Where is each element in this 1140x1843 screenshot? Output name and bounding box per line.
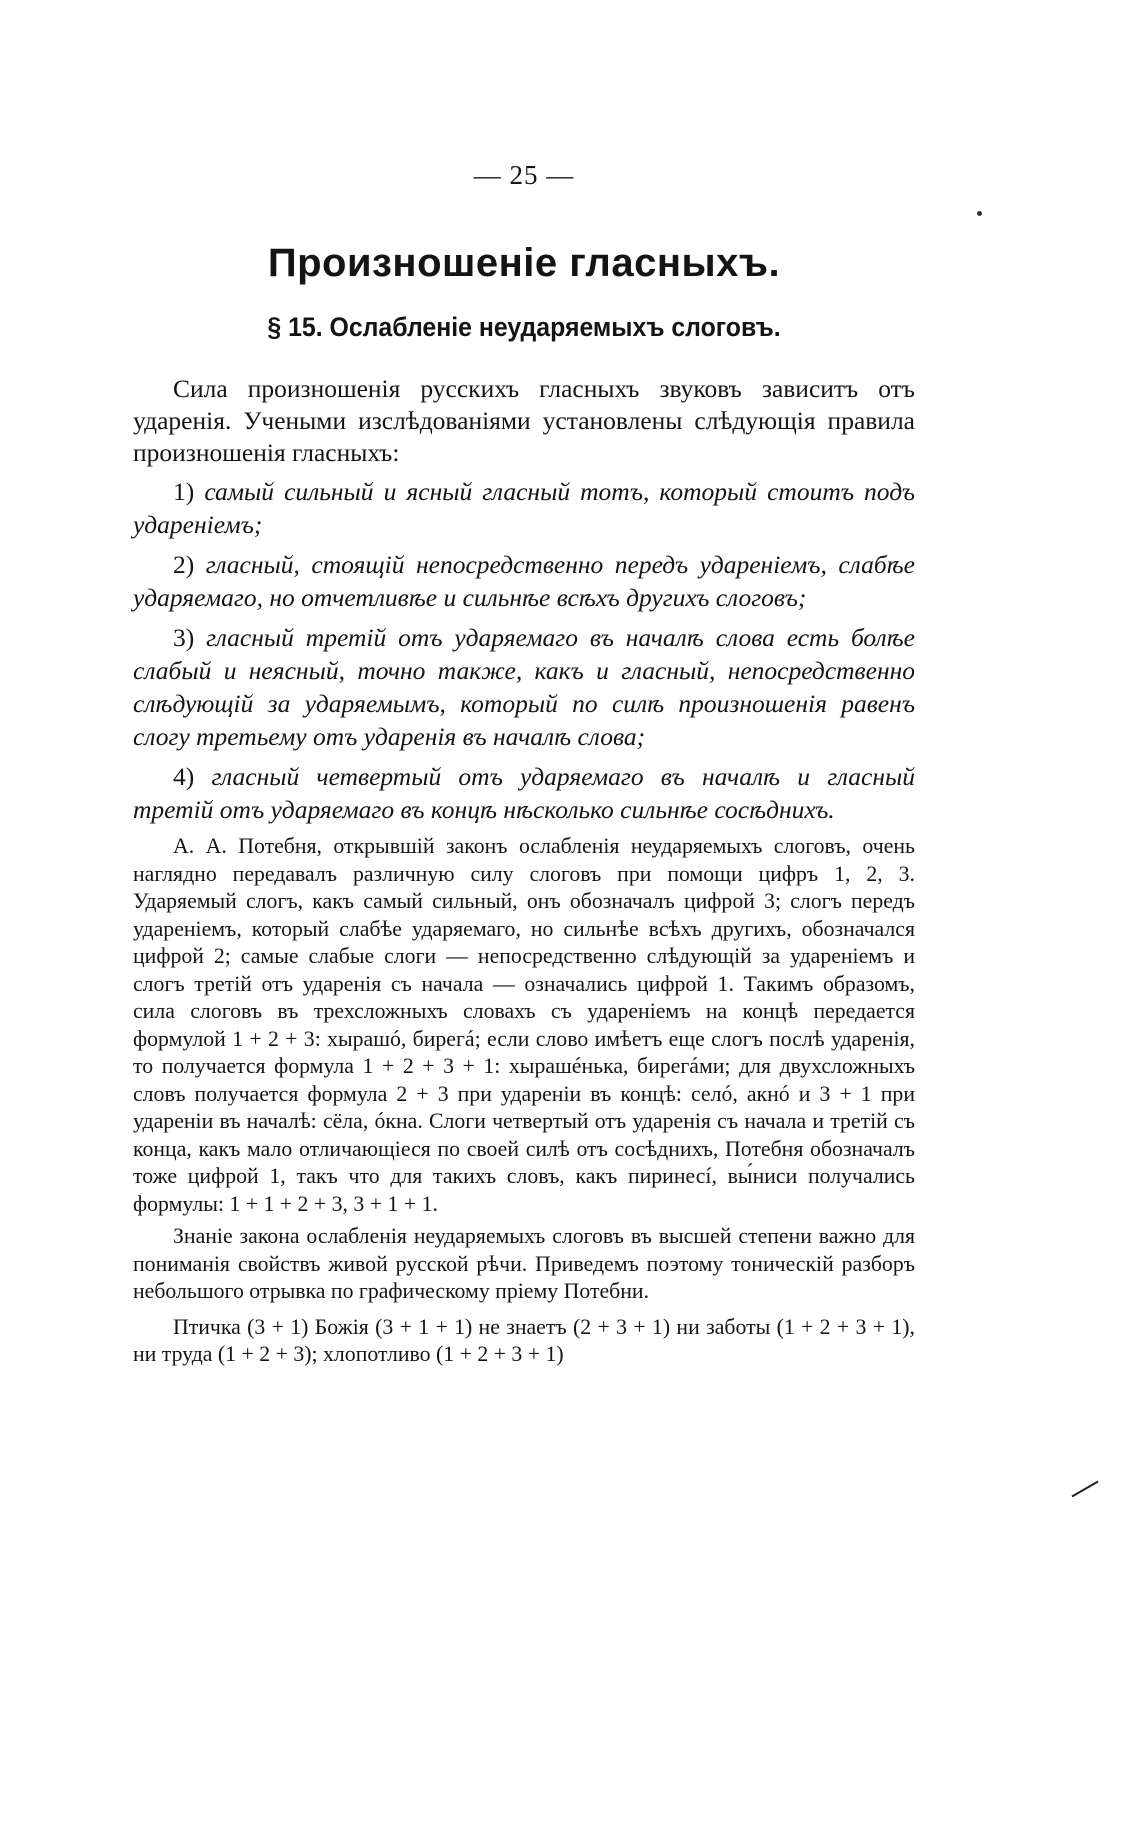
- knowledge-paragraph: Знаніе закона ослабленія неударяемыхъ слоговъ въ высшей степени важно для пониманія свойствъ живой русской рѣчи. Приведемъ поэтому тоническій разборъ небольшого отрывка по графическому пріему Потебни.: [133, 1224, 915, 1303]
- rule-item: [133, 475, 915, 541]
- rule-item: [133, 548, 915, 614]
- section-title: § 15. Ослабленіе неударяемыхъ слоговъ.: [267, 312, 781, 342]
- page-number: — 25 —: [473, 160, 575, 190]
- rule-number: 3): [173, 623, 195, 652]
- rule-item: [133, 621, 915, 753]
- scan-speck: [977, 211, 982, 216]
- intro-paragraph: Сила произношенія русскихъ гласныхъ звуковъ зависитъ отъ ударенія. Учеными изслѣдованіями установлены слѣдующія правила произношенія гласныхъ:: [133, 374, 915, 467]
- rule-number: 4): [173, 762, 195, 791]
- rule-number: 2): [173, 550, 195, 579]
- example-paragraph: Птичка (3 + 1) Божія (3 + 1 + 1) не знаетъ (2 + 3 + 1) ни заботы (1 + 2 + 3 + 1), ни труда (1 + 2 + 3); хлопотливо (1 + 2 + 3 + 1): [133, 1314, 915, 1366]
- rule-text: гласный третiй отъ ударяемаго въ началѣ слова есть болѣе слабый и неясный, точно также, какъ и гласный, непосредственно слѣдующiй за ударяемымъ, который по силѣ произношенія равенъ слогу третьему отъ ударенія въ началѣ слова;: [133, 623, 915, 751]
- rule-text: самый сильный и ясный гласный тотъ, который стоитъ подъ ударенiемъ;: [133, 477, 916, 539]
- scan-stroke-mark: [1072, 1481, 1099, 1498]
- rule-number: 1): [173, 477, 195, 506]
- page-body: [133, 160, 915, 1374]
- chapter-title: Произношеніе гласныхъ.: [267, 241, 781, 285]
- potebnya-paragraph: А. А. Потебня, открывшій законъ ослабленія неударяемыхъ слоговъ, очень наглядно передавалъ различную силу слоговъ при помощи цифръ 1, 2, 3. Ударяемый слогъ, какъ самый сильный, онъ обозначалъ цифрой 3; слогъ передъ удареніемъ, который слабѣе ударяемаго, но сильнѣе всѣхъ другихъ, обозначался цифрой 2; самые слабые слоги — непосредственно слѣдующій за удареніемъ и слогъ третій отъ ударенія съ начала — означались цифрой 1. Такимъ образомъ, сила слоговъ въ трехсложныхъ словахъ съ удареніемъ на концѣ передается формулой 1 + 2 + 3: хырашó, бирегá; если слово имѣетъ еще слогъ послѣ ударенія, то получается формула 1 + 2 + 3 + 1: хырашéнька, бирегáми; для двухсложныхъ словъ получается формула 2 + 3 при удареніи въ концѣ: селó, акнó и 3 + 1 при удареніи въ началѣ: сёла, óкна. Слоги четвертый отъ ударенія съ начала и третій съ конца, какъ мало отличающіеся по своей силѣ отъ сосѣднихъ, Потебня обозначалъ тоже цифрой 1, такъ что для такихъ словъ, какъ пиринесí, вы́ниси получались формулы: 1 + 1 + 2 + 3, 3 + 1 + 1.: [133, 834, 915, 1216]
- rule-text: гласный, стоящiй непосредственно передъ ударенiемъ, слабѣе ударяемаго, но отчетливѣе и сильнѣе всѣхъ другихъ слоговъ;: [133, 550, 915, 612]
- rules-list: [133, 475, 915, 826]
- rule-item: [133, 760, 915, 826]
- rule-text: гласный четвертый отъ ударяемаго въ началѣ и гласный третiй отъ ударяемаго въ концѣ нѣсколько сильнѣе сосѣднихъ.: [133, 762, 915, 824]
